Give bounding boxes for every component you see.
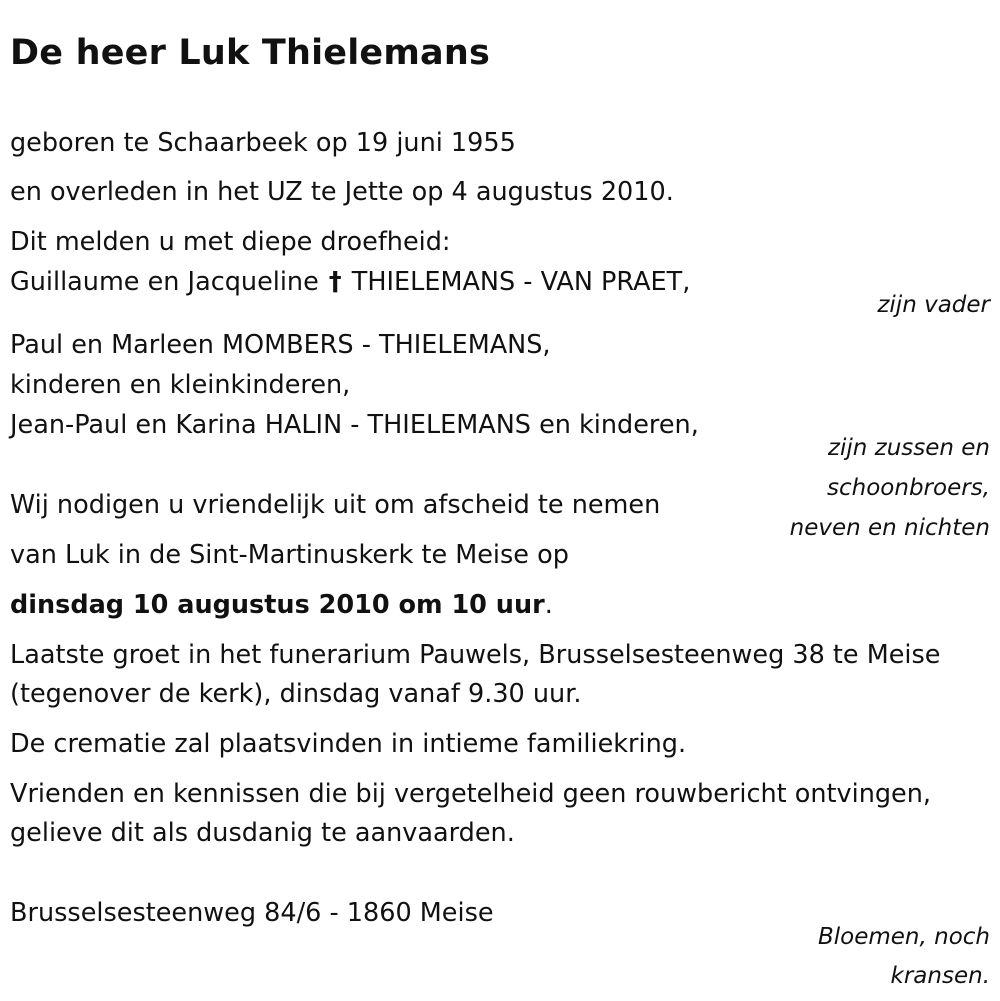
sister2-line: Jean-Paul en Karina HALIN - THIELEMANS en kinderen, <box>10 410 699 440</box>
announce-line: Dit melden u met diepe droefheid: <box>10 227 451 257</box>
sister1-family-line: kinderen en kleinkinderen, <box>10 370 351 400</box>
birth-line: geboren te Schaarbeek op 19 juni 1955 <box>10 128 516 158</box>
flowers-note-line1: Bloemen, noch <box>817 924 990 950</box>
father-line <box>10 267 690 297</box>
farewell-line2: (tegenover de kerk), dinsdag vanaf 9.30 uur. <box>10 679 582 709</box>
cremation-line: De crematie zal plaatsvinden in intieme familiekring. <box>10 729 687 759</box>
ceremony-end: . <box>544 590 553 620</box>
father-names: Guillaume en Jacqueline <box>10 267 319 297</box>
ceremony-line <box>10 590 553 620</box>
ceremony-datetime: dinsdag 10 augustus 2010 om 10 uur <box>10 590 545 620</box>
siblings-note-line2: schoonbroers, <box>827 475 990 501</box>
father-surname: THIELEMANS - VAN PRAET, <box>351 267 691 297</box>
flowers-note-line2: kransen. <box>890 963 990 989</box>
death-line: en overleden in het UZ te Jette op 4 augustus 2010. <box>10 177 674 207</box>
cross-icon: † <box>328 267 342 297</box>
address-line: Brusselsesteenweg 84/6 - 1860 Meise <box>10 898 494 928</box>
friends-line2: gelieve dit als dusdanig te aanvaarden. <box>10 818 515 848</box>
friends-line1: Vrienden en kennissen die bij vergetelheid geen rouwbericht ontvingen, <box>10 779 932 809</box>
siblings-note-line1: zijn zussen en <box>827 435 990 461</box>
invite-line2: van Luk in de Sint-Martinuskerk te Meise op <box>10 540 569 570</box>
sister1-line: Paul en Marleen MOMBERS - THIELEMANS, <box>10 330 551 360</box>
father-note: zijn vader <box>877 292 990 318</box>
page-title: De heer Luk Thielemans <box>10 33 490 73</box>
invite-line1: Wij nodigen u vriendelijk uit om afscheid te nemen <box>10 490 661 520</box>
siblings-note-line3: neven en nichten <box>789 515 990 541</box>
farewell-line1: Laatste groet in het funerarium Pauwels, Brusselsesteenweg 38 te Meise <box>10 640 941 670</box>
